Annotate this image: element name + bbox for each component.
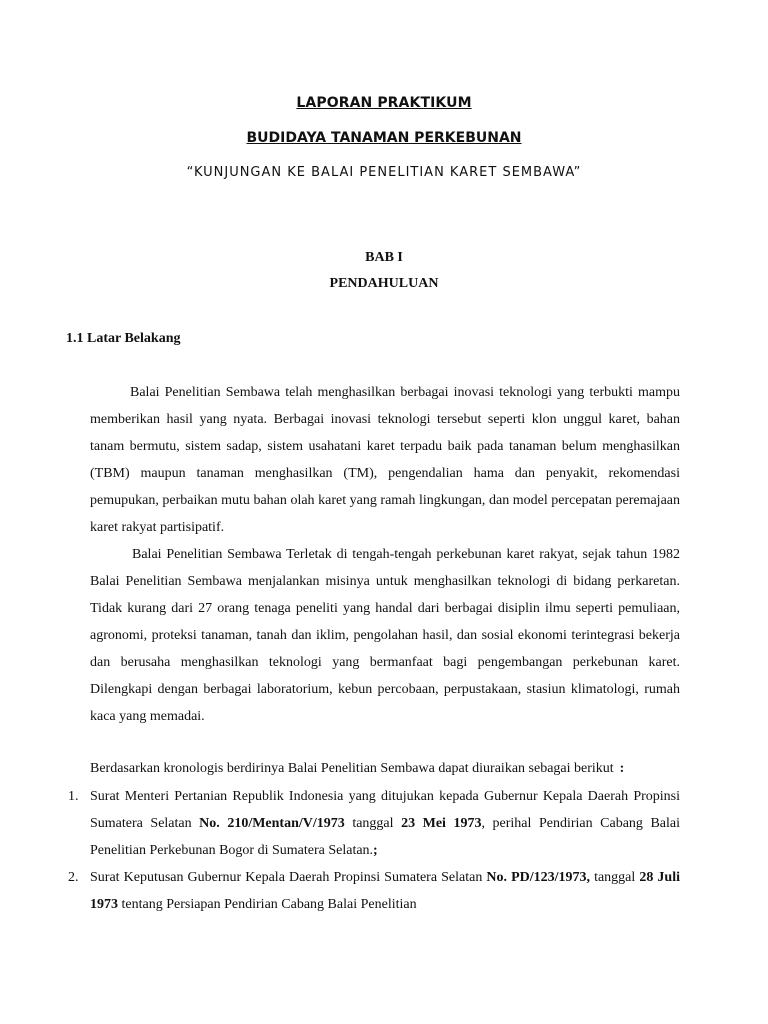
paragraph-1: Balai Penelitian Sembawa telah menghasilkan berbagai inovasi teknologi yang terbukti mampu memberikan hasil yang nyata. Berbagai inovasi teknologi tersebut seperti klon unggul karet, bahan tanam bermutu, sistem sadap, sistem usahatani karet terpadu baik pada tanaman belum menghasilkan (TBM) maupun tanaman menghasilkan (TM), pengendalian hama dan penyakit, rekomendasi pemupukan, perbaikan mutu bahan olah karet yang ramah lingkungan, dan model percepatan peremajaan karet rakyat partisipatif. — [90, 385, 680, 535]
decree-number: No. 210/Mentan/V/1973 — [199, 816, 345, 831]
list-item-text: , perihal Pendirian Cabang Balai Penelitian Perkebunan Bogor di Sumatera Selatan. — [90, 816, 680, 858]
chronology-intro-colon: : — [619, 761, 625, 776]
chronology-intro-text: Berdasarkan kronologis berdirinya Balai Penelitian Sembawa dapat diuraikan sebagai berikut — [90, 761, 614, 776]
list-item — [90, 783, 680, 864]
list-item-text: Surat Keputusan Gubernur Kepala Daerah Propinsi Sumatera Selatan — [90, 870, 487, 885]
section-heading: 1.1 Latar Belakang — [66, 331, 181, 346]
list-item-text: tanggal — [590, 870, 640, 885]
chronology-intro — [90, 755, 680, 782]
list-item-text: tentang Persiapan Pendirian Cabang Balai Penelitian — [118, 897, 417, 912]
course-title: BUDIDAYA TANAMAN PERKEBUNAN — [246, 130, 522, 146]
report-title: LAPORAN PRAKTIKUM — [296, 95, 472, 111]
decree-number: No. PD/123/1973, — [486, 870, 591, 885]
chapter-number: BAB I — [365, 250, 403, 265]
paragraph-2: Balai Penelitian Sembawa Terletak di tengah-tengah perkebunan karet rakyat, sejak tahun 1982 Balai Penelitian Sembawa menjalankan misinya untuk menghasilkan teknologi di bidang perkaretan. Tidak kurang dari 27 orang tenaga peneliti yang handal dari berbagai disiplin ilmu seperti pemuliaan, agronomi, proteksi tanaman, tanah dan iklim, pengolahan hasil, dan sosial ekonomi terintegrasi bekerja dan berusaha menghasilkan teknologi yang bermanfaat bagi pengembangan perkebunan karet. Dilengkapi dengan berbagai laboratorium, kebun percobaan, perpustakaan, stasiun klimatologi, rumah kaca yang memadai. — [90, 547, 680, 724]
list-item-terminator: ; — [373, 843, 378, 858]
list-number: 2. — [68, 870, 79, 885]
report-subtitle: “KUNJUNGAN KE BALAI PENELITIAN KARET SEMBAWA” — [186, 165, 582, 180]
list-item-text: tanggal — [344, 816, 402, 831]
list-item-text: Surat Menteri Pertanian Republik Indonesia yang ditujukan kepada Gubernur Kepala Daerah Propinsi Sumatera Selatan — [90, 789, 680, 831]
list-number: 1. — [68, 789, 79, 804]
list-item — [90, 864, 680, 918]
chapter-title: PENDAHULUAN — [329, 276, 439, 291]
decree-date: 28 Juli 1973 — [90, 870, 680, 912]
decree-date: 23 Mei 1973 — [401, 816, 482, 831]
